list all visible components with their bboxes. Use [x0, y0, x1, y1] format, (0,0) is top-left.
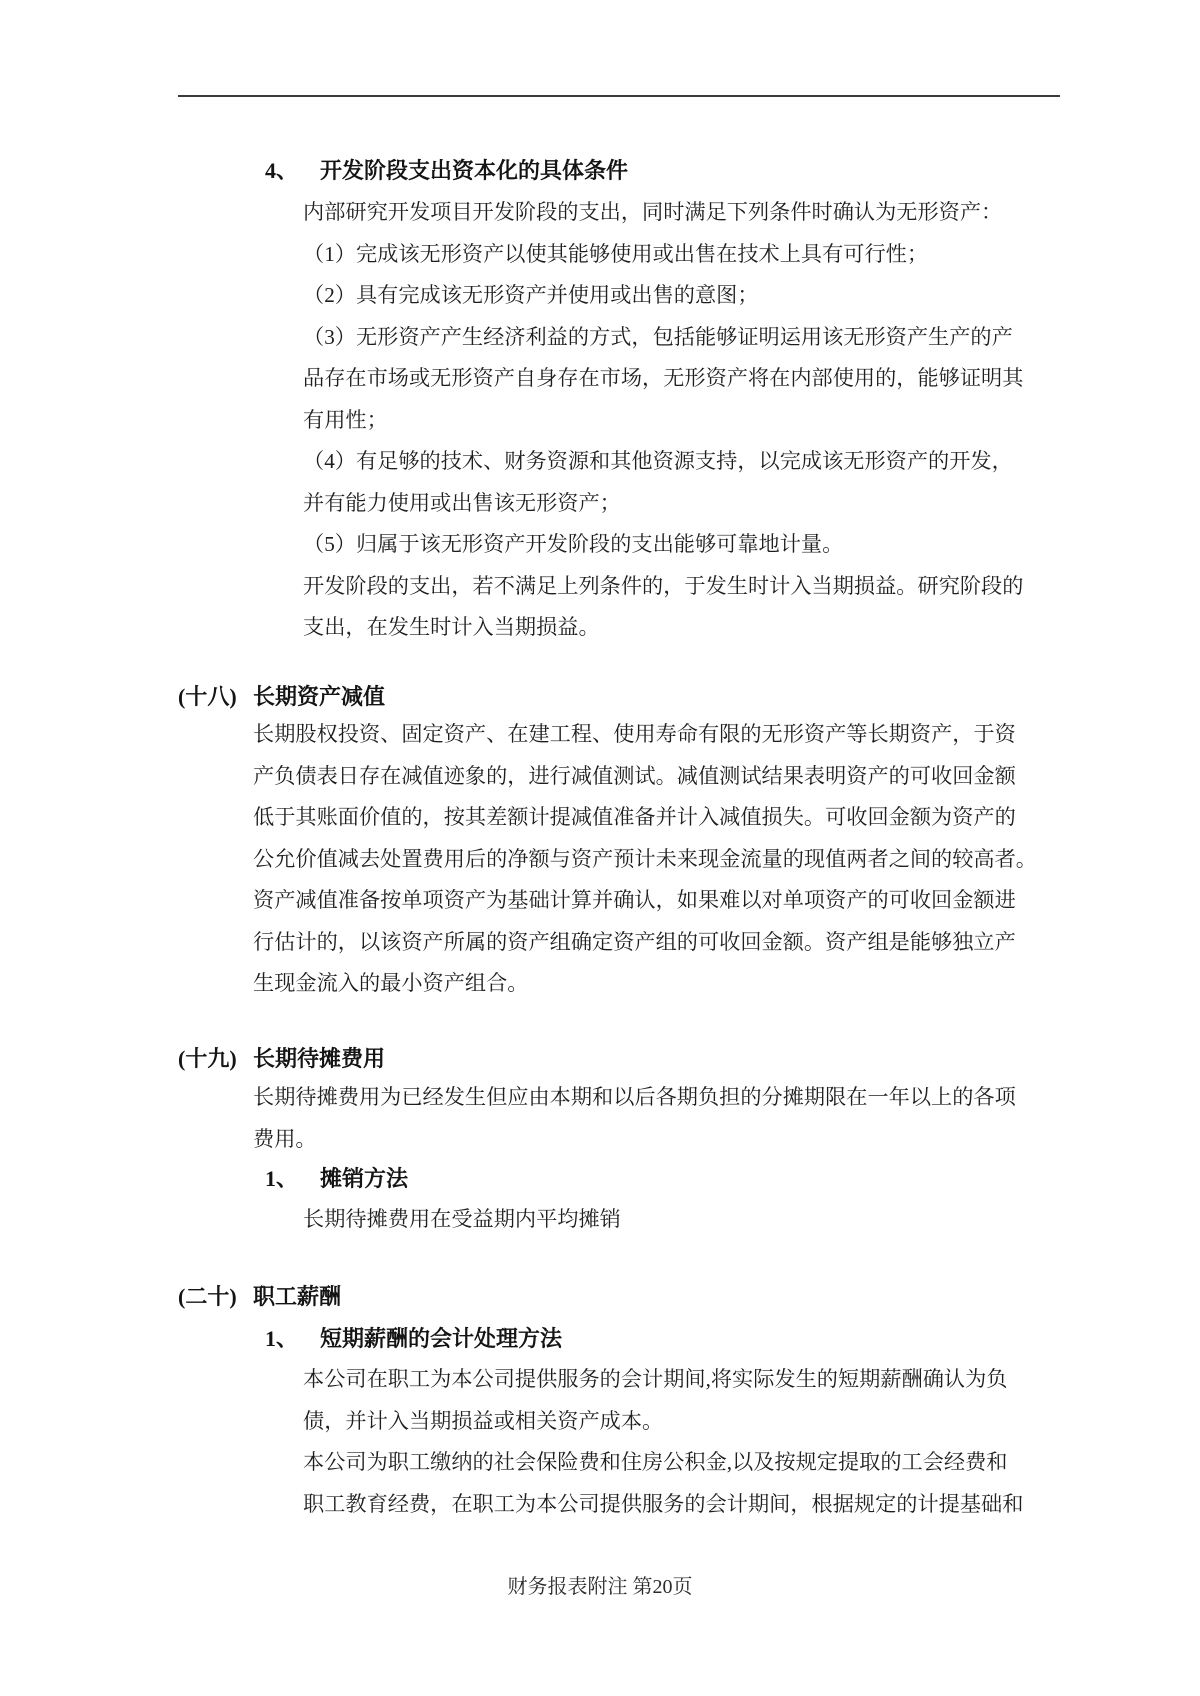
text-line: 内部研究开发项目开发阶段的支出，同时满足下列条件时确认为无形资产：: [303, 200, 1003, 224]
section18-heading: [178, 683, 385, 711]
text-line: 支出，在发生时计入当期损益。: [303, 615, 600, 639]
text-line: 品存在市场或无形资产自身存在市场，无形资产将在内部使用的，能够证明其: [303, 366, 1024, 390]
text-line: 低于其账面价值的，按其差额计提减值准备并计入减值损失。可收回金额为资产的: [253, 805, 1016, 829]
section20-heading: [178, 1283, 341, 1311]
section20-label: (二十): [178, 1284, 237, 1309]
section18-label: (十八): [178, 684, 237, 709]
section20-sub-number: 1、: [265, 1326, 299, 1351]
text-line: 债，并计入当期损益或相关资产成本。: [303, 1408, 664, 1433]
item4-paragraphs: [303, 192, 1043, 649]
text-line: （4）有足够的技术、财务资源和其他资源支持，以完成该无形资产的开发，: [303, 449, 1013, 473]
header-rule: [178, 95, 1060, 97]
section19-sub-title: 摊销方法: [320, 1166, 409, 1191]
text-line: 开发阶段的支出，若不满足上列条件的，于发生时计入当期损益。研究阶段的: [303, 573, 1024, 598]
text-line: 职工教育经费，在职工为本公司提供服务的会计期间，根据规定的计提基础和: [303, 1491, 1024, 1516]
section19-label: (十九): [178, 1046, 237, 1071]
section19-sub-number: 1、: [265, 1166, 299, 1191]
page-footer: 财务报表附注 第20页: [507, 1576, 693, 1598]
text-line: （1）完成该无形资产以使其能够使用或出售在技术上具有可行性；: [303, 241, 929, 266]
section18-paragraph: [253, 714, 1043, 1005]
text-line: 生现金流入的最小资产组合。: [253, 971, 529, 995]
text-line: （2）具有完成该无形资产并使用或出售的意图；: [303, 283, 759, 307]
text-line: 长期待摊费用在受益期内平均摊销: [303, 1207, 621, 1231]
item4-heading: [265, 157, 628, 185]
text-line: 并有能力使用或出售该无形资产；: [303, 490, 621, 515]
text-line: 长期待摊费用为已经发生但应由本期和以后各期负担的分摊期限在一年以上的各项: [253, 1085, 1016, 1109]
text-line: 产负债表日存在减值迹象的，进行减值测试。减值测试结果表明资产的可收回金额: [253, 763, 1016, 788]
item4-number: 4、: [265, 158, 299, 183]
text-line: 行估计的，以该资产所属的资产组确定资产组的可收回金额。资产组是能够独立产: [253, 929, 1016, 954]
section19-sub-paragraph: [303, 1199, 1043, 1241]
text-line: 有用性；: [303, 407, 388, 432]
section20-title: 职工薪酬: [253, 1284, 342, 1309]
section20-sub-heading: [265, 1325, 562, 1353]
text-line: 费用。: [253, 1126, 317, 1151]
section19-title: 长期待摊费用: [253, 1046, 386, 1071]
section19-sub-heading: [265, 1165, 408, 1193]
text-line: 公允价值减去处置费用后的净额与资产预计未来现金流量的现值两者之间的较高者。: [253, 846, 1037, 871]
item4-title: 开发阶段支出资本化的具体条件: [320, 158, 629, 183]
text-line: （5）归属于该无形资产开发阶段的支出能够可靠地计量。: [303, 532, 844, 556]
section20-sub-title: 短期薪酬的会计处理方法: [320, 1326, 563, 1351]
section18-title: 长期资产减值: [253, 684, 386, 709]
text-line: 长期股权投资、固定资产、在建工程、使用寿命有限的无形资产等长期资产，于资: [253, 722, 1016, 746]
section19-paragraph: [253, 1077, 1043, 1160]
text-line: 资产减值准备按单项资产为基础计算并确认，如果难以对单项资产的可收回金额进: [253, 888, 1016, 912]
section19-heading: [178, 1045, 385, 1073]
section20-sub-paragraphs: [303, 1359, 1043, 1525]
text-line: 本公司在职工为本公司提供服务的会计期间,将实际发生的短期薪酬确认为负: [303, 1367, 1008, 1391]
text-line: 本公司为职工缴纳的社会保险费和住房公积金,以及按规定提取的工会经费和: [303, 1450, 1008, 1474]
text-line: （3）无形资产产生经济利益的方式，包括能够证明运用该无形资产生产的产: [303, 324, 1013, 349]
